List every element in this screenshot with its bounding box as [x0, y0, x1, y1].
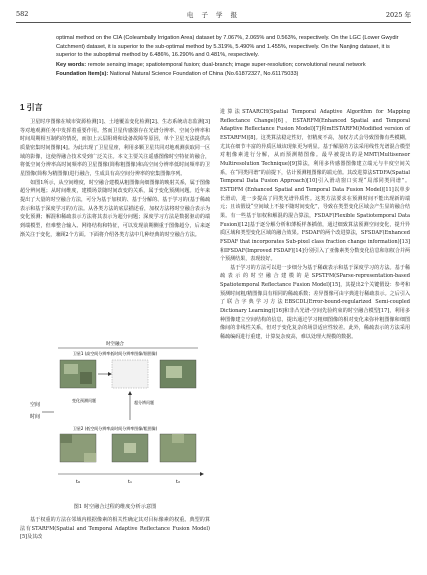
side-label-time: 时间 [30, 414, 41, 420]
fine-patch-b [80, 372, 92, 384]
page-number: 582 [16, 10, 29, 18]
running-header [16, 10, 411, 22]
coarse-block-a [60, 434, 72, 443]
coarse-block-d [172, 434, 184, 443]
side-label-space: 空间 [30, 402, 41, 408]
abstract-block [56, 34, 407, 79]
year: 2025 年 [385, 11, 411, 19]
fine-patch-c [166, 366, 182, 378]
abstract-text: optimal method on the CIA (Coleambally Irrigation Area) dataset by 7.067%, 2.065% and 0.563%, respectively. On the LGC (Lower Gwydir Catchment) dataset, it is superior to the sub-optimal method by 5.319%, 5.490% and 1.455%, respectively. On the Nanjing dataset, it is superior to the suboptimal method by 6.486%, 16.290% and 0.481%, respectively. [56, 35, 399, 59]
arrowhead-right [108, 372, 112, 376]
coarse-block-b [84, 453, 96, 462]
left-paragraph-1: 卫星时序图像在城市资源检测[1]、土地覆盖变化检测[2]、生态系统动态监测[3]等对地观测任务中发挥着重要作用。然而卫星传感器存在光谱分辨率、空间分辨率和时间周期相互制约的情况，而加上云层阻碍和设备故障等原因，单个卫星无法提供高质量密集时间图像[4]。为此出现了卫星星座，利用多颗卫星共同对地观测获取同一区域的影像，这使得融合技术受到广泛关注。本文主要关注遥感图像时空特征的融合，将低空间分辨率高时间频率的卫星图像(简称粗图像)和高空间分辨率低时间频率的卫星图像(简称为精图像)进行融合，生成具有高空间分辨率的密集图像序列。 [20, 119, 210, 177]
section-title: 1 引言 [20, 103, 43, 112]
keywords-label: Key words: [56, 61, 87, 68]
fine-image-t1-missing [112, 360, 148, 388]
left-paragraph-3: 基于权重的方法在邻域内根据像素的相关性确定其对目标像素的权重。典型的算法有STARFM(Spatial and Temporal Adaptive Reflectance Fusion Model)[5]及其改 [20, 517, 210, 541]
mid-label-superres: 超分辨问题 [134, 400, 154, 405]
journal-name: 电 子 学 报 [186, 11, 241, 19]
coarse-block-c [124, 443, 136, 453]
path2-label: 卫星2 (低空间分辨率高时间分辨率图像/粗图像) [72, 426, 158, 431]
right-paragraph-1: 进算法STAARCH(Spatial Temporal Adaptive Algorithm for Mapping Reflectance Change)[6]，ESTARFM(Enhanced Spatial and Temporal Adaptive Reflectance Fusion Model)[7]和mESTARFM(Modified version of ESTARFM)[8]。这类算法稳定性好，但精度不高，加权方式会导致图像有些模糊，尤其在细节丰富的异质区域该现象更为明显。基于解混的方法采用线性光谱混合模型对粗像素进行分解，从而预测精图像。最早被提出的是MMT(Multisensor Multiresolution Technique)[9]算法，利用多传感器图像建立端元与丰度空间关系，在“同类同谱”的前提下，估计预测粗图像的端元值。其改进算法STDFA(Spatial Temporal Data Fusion Approach)[10]引入滑动窗口实现“局部同类同谱”。ESTDFM (Enhanced Spatial and Temporal Data Fusion Model)[11]以单步长滑动，进一步提高了同类光谱异质性。这类方法要求在预测时间不能出现新的端元；且该假设“空间域上不接不随时间变化”，导致在类型变化区域会产生显的融合结果。有一些基于加权和解混的混合算法，FSDAF(Flexible Spatiotemporal Data Fusion)[12]基于逐分解分析和薄板样条插值，通过细致算法预测空间变化，提升异质区域和类型变化区域的融合效果。FSDAF的两个改进算法，SFSDAF(Enhanced FSDAF that incorporates Sub-pixel class fraction change information)[13]和IFSDAF(Improved FSDAF)[14]分别引入了亚像素类分数变化信息和加权合并两个预测结果，表现较好。 [220, 109, 410, 263]
time-axis-arrowhead [200, 472, 204, 476]
right-paragraph-2: 基于学习的方法可以进一步细分为基于稀疏表示和基于深度学习的方法。基于稀疏表示的时空融合建模的是SPSTFM(SParse-representation-based Spatiotemporal Reflectance Fusion Model)[15]，其提出2个关键假设：参考和预测时间粗/精图像具有相同的稀疏系数；差异图像可由字典进行稀疏表示。之后引入了联合字典学习方法EBSCDL(Error-bound-regularized Semi-coupled Dictionary Learning)[16]和非凸光谱-空间先验约束的时空融合模型[17]，利用多种图像建立空间结构的信息，提出通过学习粗细图像的相对变化来弥补粗图像和细图像间的非线性关系，但对于变化复杂的场景适应性较差。此外，稀疏表示的方法采用稀疏编码进行重建，计算复杂度高，难以处理大规模的数据。 [220, 264, 410, 341]
foundation-line [56, 70, 407, 79]
tick-t0: t₀ [75, 479, 81, 485]
keywords: remote sensing image; spatiotemporal fusion; dual-branch; image super-resolution; convolutional neural network [87, 61, 366, 68]
foundation: National Natural Science Foundation of China (No.61872327, No.61175033) [109, 71, 299, 78]
keywords-line [56, 61, 407, 70]
header-rule [16, 22, 411, 23]
figure-title-top: 时空融合 [106, 342, 124, 347]
left-paragraph-2: 如图1所示，从空间维度，时空融合建模从粗图像向细图像的映射关系，属于图像超分辨问题；从时间维度，建模场景随时间改变的关系，属于变化预测问题。近年来提出了大量的时空融合方法，可分为基于加权的、基于分解的、基于学习的(基于稀疏表示和基于深度学习的)方法。从各类方法的底层描述看，加权方法将时空融合表示为变化预测；解混和稀疏表示方法将其表示为超分问题；深度学习方法是数据驱动的端到端模型，但难整合输入、网络结构和特征，可以发现前期侧重于图像超分，后来逐渐关注于变化，兼顾2个方面。下面将介绍各类方法中几种经典的时空融合方法。 [20, 179, 210, 238]
left-column [20, 118, 210, 239]
foundation-label: Foundation Item(s): [56, 71, 109, 78]
right-column-text [220, 108, 410, 342]
left-column-bottom [20, 516, 210, 542]
arrowhead-up [128, 391, 132, 395]
path1-label: 卫星1 (高空间分辨率低时间分辨率图像/细图像) [72, 351, 158, 356]
tick-t2: t₂ [175, 479, 181, 485]
figure-caption: 图1 时空融合过程的维度分析示意图 [73, 504, 157, 510]
fine-patch-a [64, 364, 78, 374]
mid-label-change: 变化预测问题 [72, 398, 96, 403]
tick-t1: t₁ [127, 479, 133, 485]
figure-1 [20, 338, 210, 500]
